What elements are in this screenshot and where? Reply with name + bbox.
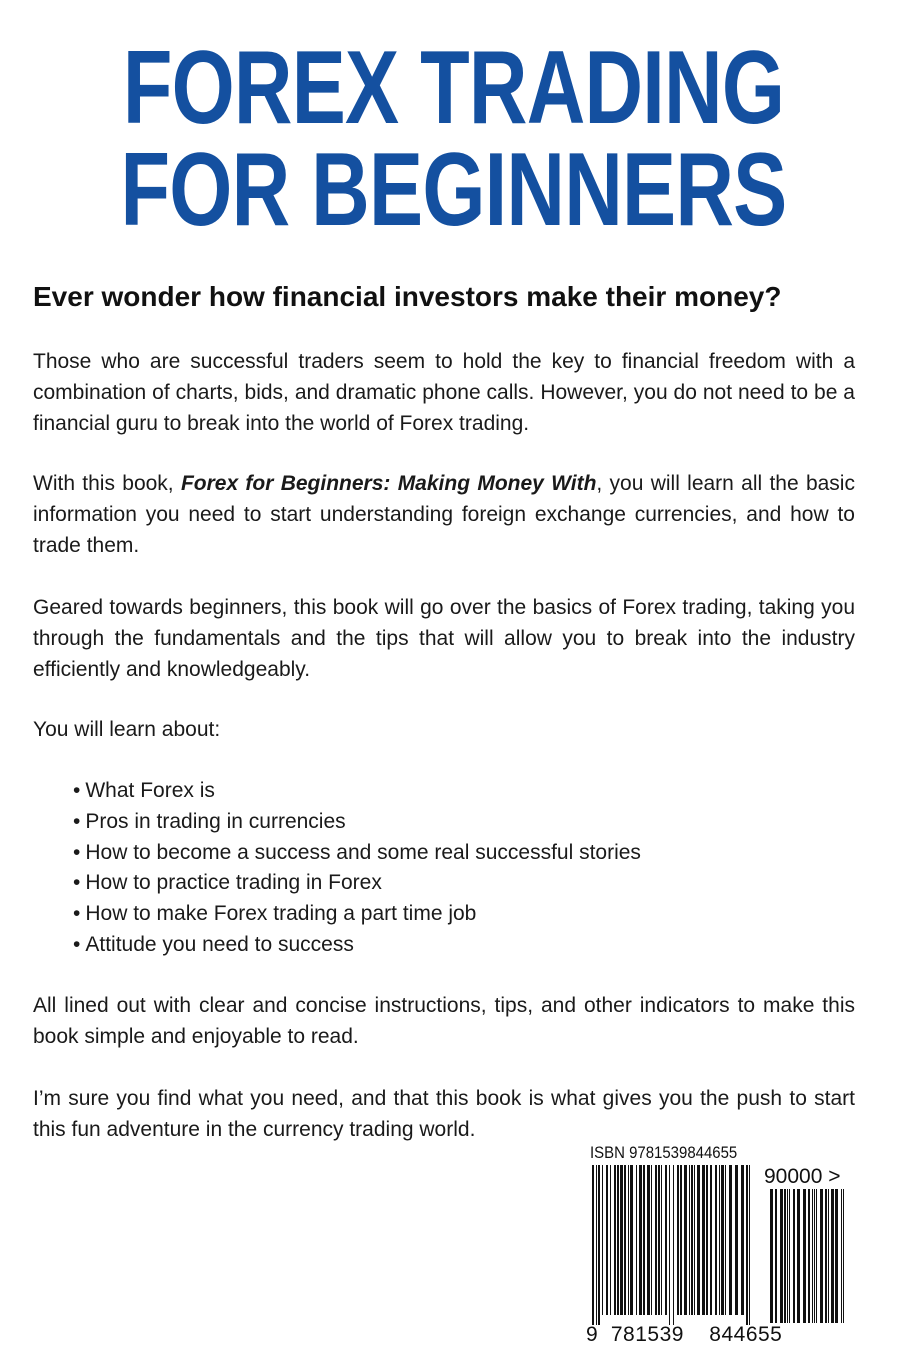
barcode-bar xyxy=(592,1165,594,1325)
barcode-bar xyxy=(673,1165,674,1325)
barcode-bar xyxy=(719,1165,720,1315)
barcode-bar xyxy=(843,1189,844,1323)
blurb-headline: Ever wonder how financial investors make their money? xyxy=(33,281,782,312)
barcode-bar xyxy=(715,1165,717,1315)
barcode-bar xyxy=(812,1189,813,1323)
barcode-bar xyxy=(639,1165,642,1315)
barcode-bar xyxy=(741,1165,744,1315)
barcode-bar xyxy=(735,1165,738,1315)
blurb-paragraph-5: All lined out with clear and concise instructions, tips, and other indicators to make this book simple and enjoyable to read. xyxy=(33,994,855,1048)
isbn-barcode xyxy=(586,1143,866,1353)
barcode-bar xyxy=(655,1165,657,1315)
barcode-bar xyxy=(598,1165,600,1325)
barcode-bar xyxy=(617,1165,619,1315)
barcode-bar xyxy=(620,1165,623,1315)
barcode-bar xyxy=(825,1189,827,1323)
barcode-bar xyxy=(725,1165,726,1315)
barcode-bar xyxy=(710,1165,712,1315)
barcode-bar xyxy=(684,1165,687,1315)
blurb-paragraph-6: I’m sure you find what you need, and that this book is what gives you the push to start this fun adventure in the currency trading world. xyxy=(33,1087,855,1141)
barcode-bar xyxy=(841,1189,842,1323)
barcode-digits xyxy=(586,1323,782,1347)
barcode-bar xyxy=(789,1189,790,1323)
barcode-bar xyxy=(706,1165,708,1315)
list-item: • Pros in trading in currencies xyxy=(73,807,641,838)
barcode-bar xyxy=(694,1165,695,1315)
cover-title-line-2: FOR BEGINNERS xyxy=(120,132,787,248)
p2-intro: With this book, xyxy=(33,472,181,495)
barcode-digits-gap xyxy=(684,1323,709,1346)
barcode-bar xyxy=(702,1165,705,1315)
barcode-bar xyxy=(803,1189,806,1323)
list-item: • How to practice trading in Forex xyxy=(73,868,641,899)
barcode-digit-first: 9 xyxy=(586,1323,599,1346)
barcode-bar xyxy=(691,1165,693,1315)
barcode-bar xyxy=(602,1165,603,1315)
barcode-bar xyxy=(636,1165,637,1315)
barcode-bar xyxy=(749,1165,750,1325)
barcode-bar xyxy=(669,1165,670,1325)
barcode-bar xyxy=(677,1165,679,1315)
barcode-bar xyxy=(797,1189,800,1323)
blurb-paragraph-4: You will learn about: xyxy=(33,718,221,741)
barcode-bar xyxy=(643,1165,645,1315)
barcode-bar xyxy=(665,1165,667,1315)
ean13-barcode-icon xyxy=(586,1165,756,1325)
barcode-bar xyxy=(746,1165,748,1325)
barcode-bar xyxy=(610,1165,611,1315)
list-item: • Attitude you need to success xyxy=(73,930,641,961)
barcode-bar xyxy=(729,1165,732,1315)
barcode-bar xyxy=(606,1165,608,1315)
barcode-bar xyxy=(835,1189,838,1323)
barcode-bar xyxy=(596,1165,597,1325)
barcode-digits-gap xyxy=(598,1323,611,1346)
barcode-bar xyxy=(689,1165,690,1315)
cover-title-line-1: FOREX TRADING xyxy=(122,30,785,146)
barcode-bar xyxy=(630,1165,633,1315)
barcode-bar xyxy=(647,1165,650,1315)
list-item: • How to become a success and some real successful stories xyxy=(73,838,641,869)
barcode-bar xyxy=(808,1189,810,1323)
list-item: • How to make Forex trading a part time job xyxy=(73,899,641,930)
barcode-bar xyxy=(828,1189,829,1323)
blurb-paragraph-2 xyxy=(33,468,855,561)
book-title-inline: Forex for Beginners: Making Money With xyxy=(180,472,597,495)
barcode-bar xyxy=(831,1189,834,1323)
price-code: 90000 > xyxy=(764,1165,841,1188)
blurb-paragraph-3: Geared towards beginners, this book will go over the basics of Forex trading, taking you through the fundamentals and the tips that will allow you to break into the industry efficiently and knowledgeably. xyxy=(33,596,855,681)
barcode-bar xyxy=(793,1189,795,1323)
list-item: • What Forex is xyxy=(73,776,641,807)
barcode-bar xyxy=(770,1189,773,1323)
barcode-bar xyxy=(697,1165,700,1315)
barcode-bar xyxy=(628,1165,629,1315)
barcode-bar xyxy=(624,1165,626,1315)
barcode-bar xyxy=(661,1165,662,1315)
price-addon-barcode-icon xyxy=(764,1189,852,1323)
isbn-label: ISBN 9781539844655 xyxy=(590,1143,738,1162)
barcode-bar xyxy=(780,1189,783,1323)
p2-rest: , you will learn all the basic information you need to start understanding foreign exchange currencies, and how to trade them. xyxy=(33,472,855,557)
barcode-bar xyxy=(775,1189,777,1323)
barcode-bar xyxy=(658,1165,660,1315)
barcode-bar xyxy=(816,1189,817,1323)
barcode-bar xyxy=(787,1189,788,1323)
barcode-bar xyxy=(651,1165,652,1315)
barcode-bar xyxy=(680,1165,682,1315)
barcode-bar xyxy=(820,1189,823,1323)
barcode-bar xyxy=(721,1165,724,1315)
barcode-digits-group-1: 781539 xyxy=(610,1323,684,1346)
blurb-paragraph-1: Those who are successful traders seem to hold the key to financial freedom with a combination of charts, bids, and dramatic phone calls. However, you do not need to be a financial guru to break into the world of Forex trading. xyxy=(33,350,855,435)
barcode-digits-group-2: 844655 xyxy=(709,1323,783,1346)
barcode-bar xyxy=(814,1189,815,1323)
topic-list xyxy=(73,776,641,961)
barcode-bar xyxy=(784,1189,786,1323)
barcode-bar xyxy=(614,1165,616,1315)
